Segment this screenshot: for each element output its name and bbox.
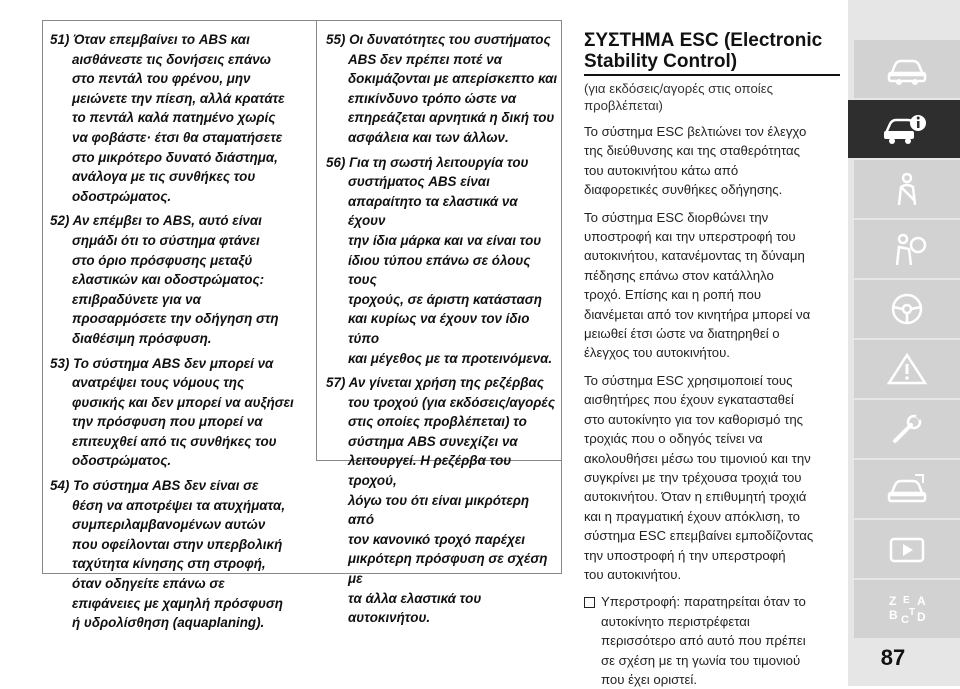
note-54: 54) Το σύστημα ABS δεν είναι σε θέση να αποτρέψει τα ατυχήματα, συμπεριλαμβανομένων αυτών που οφείλονται στην υπερβολική ταχύτητα κίνησης στη στροφή, όταν οδηγείτε επάνω σε επιφάνειες με χαμηλή πρόσφυση ή υδρολίσθηση (aquaplaning). (50, 478, 286, 631)
left-notes-column (50, 30, 314, 638)
tab-media[interactable] (854, 520, 960, 578)
section-title: ΣΥΣΤΗΜΑ ESC (Electronic Stability Control) (584, 30, 840, 76)
note-53: 53) Το σύστημα ABS δεν μπορεί να ανατρέψει τους νόμους της φυσικής και δεν μπορεί να αυξήσει την πρόσφυση που μπορεί να επιτευχθεί από τις συνθήκες του οδοστρώματος. (50, 355, 294, 469)
note-56: 56) Για τη σωστή λειτουργία του συστήματος ABS είναι απαραίτητο τα ελαστικά να έχουν την ίδια μάρκα και να είναι του ίδιου τύπου επάνω σε όλους τους τροχούς, σε άριστη κατάσταση και κυρίως να έχουν τον ίδιο τύπο και μέγεθος με τα προτεινόμενα. (326, 154, 553, 366)
car-dashboard-icon (885, 51, 929, 87)
chapter-sidebar (848, 0, 960, 686)
section-subtitle: (για εκδόσεις/αγορές στις οποίες προβλέπεται) (584, 81, 773, 113)
svg-text:C: C (901, 614, 909, 626)
steering-wheel-icon (885, 291, 929, 327)
tab-maintenance[interactable] (854, 400, 960, 458)
svg-text:B: B (889, 608, 898, 622)
note-57: 57) Αν γίνεται χρήση της ρεζέρβας του τροχού (για εκδόσεις/αγορές στις οποίες προβλέπεται) το σύστημα ABS συνεχίζει να λειτουργεί. Η ρεζέρβα του τροχού, λόγω του ότι είναι μικρότερη από τον κανονικό τροχό παρέχει μικρότερη πρόσφυση σε σχέση με τα άλλα ελαστικά του αυτοκινήτου. (326, 375, 555, 626)
tab-airbag[interactable] (854, 220, 960, 278)
page-number: 87 (880, 645, 906, 670)
seatbelt-icon (885, 171, 929, 207)
bullet-item-oversteer (584, 592, 840, 689)
car-specs-icon (885, 471, 929, 507)
svg-text:E: E (903, 595, 910, 606)
tab-index[interactable] (854, 580, 960, 638)
paragraph-2: Το σύστημα ESC διορθώνει την υποστροφή και την υπερστροφή του αυτοκινήτου, κατανέμοντας τη δύναμη πέδησης επάνω στον κατάλληλο τροχό. Επίσης και η ροπή που διανέμεται από τον κινητήρα μπορεί να μειωθεί έτσι ώστε να διατηρηθεί ο έλεγχος του αυτοκινήτου. (584, 209, 811, 361)
tab-driving[interactable] (854, 280, 960, 338)
note-51: 51) Όταν επεμβαίνει το ABS και aισθάνεστε τις δονήσεις επάνω στο πεντάλ του φρένου, μην μειώνετε την πίεση, αλλά κρατάτε το πεντάλ καλά πατημένο χωρίς να φοβάστε· έτσι θα σταματήσετε στο μικρότερο δυνατό διάστημα, ανάλογα με τις συνθήκες του οδοστρώματος. (50, 32, 285, 204)
svg-text:A: A (917, 594, 926, 608)
paragraph-1: Το σύστημα ESC βελτιώνει τον έλεγχο της διεύθυνσης και της σταθερότητας του αυτοκινήτου κάτω από διαφορετικές συνθήκες οδήγησης. (584, 124, 807, 198)
svg-text:T: T (909, 607, 916, 618)
note-52: 52) Αν επέμβει το ABS, αυτό είναι σημάδι ότι το σύστημα φτάνει στο όριο πρόσφυσης μεταξύ ελαστικών και οδοστρώματος: επιβραδύνετε για να προσαρμόσετε την οδήγηση στη διαθέσιμη πρόσφυση. (50, 213, 279, 346)
middle-notes-column (326, 30, 558, 633)
alphabetical-index-icon (885, 591, 929, 627)
wrench-icon (885, 411, 929, 447)
tab-car-info[interactable] (848, 100, 960, 158)
car-info-icon (882, 111, 926, 147)
tab-specifications[interactable] (854, 460, 960, 518)
esc-section (584, 30, 840, 689)
svg-text:D: D (917, 610, 926, 624)
airbag-icon (885, 231, 929, 267)
tab-warnings[interactable] (854, 340, 960, 398)
tab-dashboard[interactable] (854, 40, 960, 98)
media-icon (885, 531, 929, 567)
tab-safety[interactable] (854, 160, 960, 218)
note-55: 55) Οι δυνατότητες του συστήματος ABS δεν πρέπει ποτέ να δοκιμάζονται με απερίσκεπτο και επικίνδυνο τρόπο ώστε να επηρεάζεται αρνητικά η δική του ασφάλεια και των άλλων. (326, 32, 558, 145)
svg-text:Z: Z (889, 594, 897, 608)
notes-divider (316, 20, 317, 460)
bullet-text: Υπερστροφή: παρατηρείται όταν το αυτοκίνητο περιστρέφεται περισσότερο από αυτό που πρέπει σε σχέση με τη γωνία του τιμονιού που έχει οριστεί. (601, 594, 806, 687)
paragraph-3: Το σύστημα ESC χρησιμοποιεί τους αισθητήρες που έχουν εγκατασταθεί στο αυτοκίνητο για τον καθορισμό της τροχιάς που ο οδηγός τείνει να ακολουθήσει μέσω του τιμονιού και την συγκρίνει με την τρέχουσα τροχιά του αυτοκινήτου. Όταν η επιθυμητή τροχιά και η πραγματική έχουν απόκλιση, το σύστημα ESC επεμβαίνει εμποδίζοντας την υποστροφή ή την υπερστροφή του αυτοκινήτου. (584, 372, 814, 582)
checkbox-bullet-icon (584, 597, 595, 608)
warning-triangle-icon (885, 351, 929, 387)
